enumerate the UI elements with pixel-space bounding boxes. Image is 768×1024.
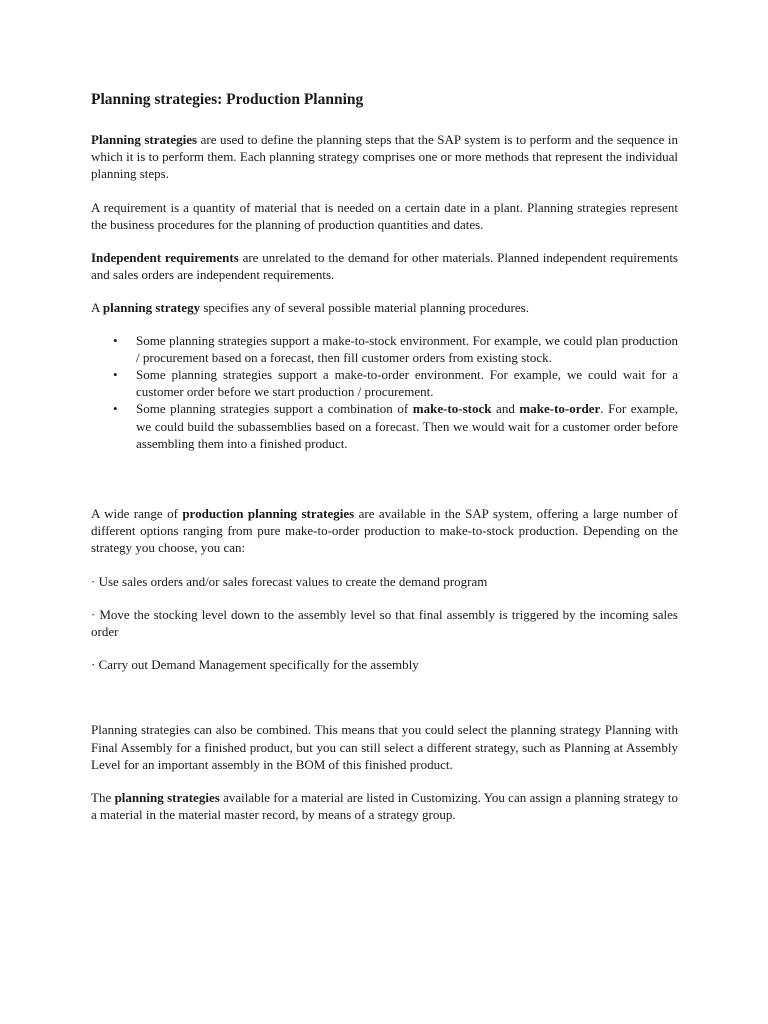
- document-title: Planning strategies: Production Planning: [91, 91, 364, 108]
- bold-term: planning strategy: [102, 300, 201, 316]
- bullet-icon: •: [113, 367, 118, 383]
- bullet-text: Some planning strategies support a combination of: [136, 401, 413, 417]
- bold-term: Independent requirements: [91, 250, 239, 266]
- paragraph-text: are available in the SAP system, offering a large number of different options ranging from pure make-to-order production to make-to-stock production. Depending on the strategy you choose, you can:: [91, 506, 679, 556]
- document-page: [91, 90, 678, 823]
- paragraph-independent-requirements: [91, 249, 678, 283]
- paragraph-text: are unrelated to the demand for other materials. Planned independent requirements and sales orders are independent requirements.: [91, 250, 678, 283]
- spacer: [91, 673, 678, 721]
- paragraph-production-strategies: [91, 505, 678, 557]
- bullet-text: . For example, we could build the subassemblies based on a forecast. Then we would wait for a customer order before assembling them into a finished product.: [136, 401, 678, 451]
- bullet-text: and: [491, 401, 520, 417]
- bold-term: Planning strategies: [91, 132, 198, 147]
- bullet-text: Some planning strategies support a make-to-stock environment. For example, we could plan production / procurement based on a forecast, then fill customer orders from existing stock.: [136, 332, 678, 365]
- paragraph-text: A: [91, 300, 103, 316]
- bullet-text: Some planning strategies support a make-to-order environment. For example, we could wait for a customer order before we start production / procurement.: [136, 367, 678, 400]
- paragraph-customizing: [91, 789, 678, 823]
- paragraph-text: A wide range of: [91, 506, 183, 522]
- bullet-item-combination: [91, 400, 678, 452]
- bold-term: make-to-order: [519, 401, 601, 417]
- bullet-icon: •: [113, 332, 118, 348]
- bullet-list: [91, 332, 678, 452]
- paragraph-requirement: A requirement is a quantity of material that is needed on a certain date in a plant. Planning strategies represent the business procedures for the planning of production quantities and dates.: [91, 199, 678, 232]
- bold-term: planning strategies: [114, 790, 220, 806]
- bold-term: make-to-stock: [412, 401, 492, 417]
- bold-term: production planning strategies: [182, 506, 355, 522]
- bullet-item-make-to-stock: [91, 332, 678, 366]
- spacer: [91, 452, 678, 505]
- paragraph-combined-strategies: Planning strategies can also be combined. This means that you could select the planning strategy Planning with Final Assembly for a finished product, but you can still select a different strategy, such as Planning at Assembly Level for an important assembly in the BOM of this finished product.: [91, 722, 678, 772]
- paragraph-text: specifies any of several possible material planning procedures.: [200, 300, 529, 316]
- paragraph-text: The: [91, 790, 115, 806]
- bullet-icon: •: [113, 401, 118, 417]
- list-line-demand-management: · Carry out Demand Management specifically for the assembly: [91, 657, 419, 673]
- list-line-sales-orders: · Use sales orders and/or sales forecast values to create the demand program: [91, 573, 488, 589]
- list-line-stocking-level: · Move the stocking level down to the assembly level so that final assembly is triggered by the incoming sales order: [91, 606, 678, 640]
- paragraph-text: available for a material are listed in Customizing. You can assign a planning strategy to a material in the material master record, by means of a strategy group.: [91, 790, 679, 823]
- paragraph-planning-strategy: [91, 299, 678, 316]
- paragraph-intro: [91, 131, 678, 183]
- bullet-item-make-to-order: [91, 366, 678, 400]
- paragraph-text: are used to define the planning steps that the SAP system is to perform and the sequence in which it is to perform them. Each planning strategy comprises one or more methods that represent the individual planning steps.: [91, 132, 678, 182]
